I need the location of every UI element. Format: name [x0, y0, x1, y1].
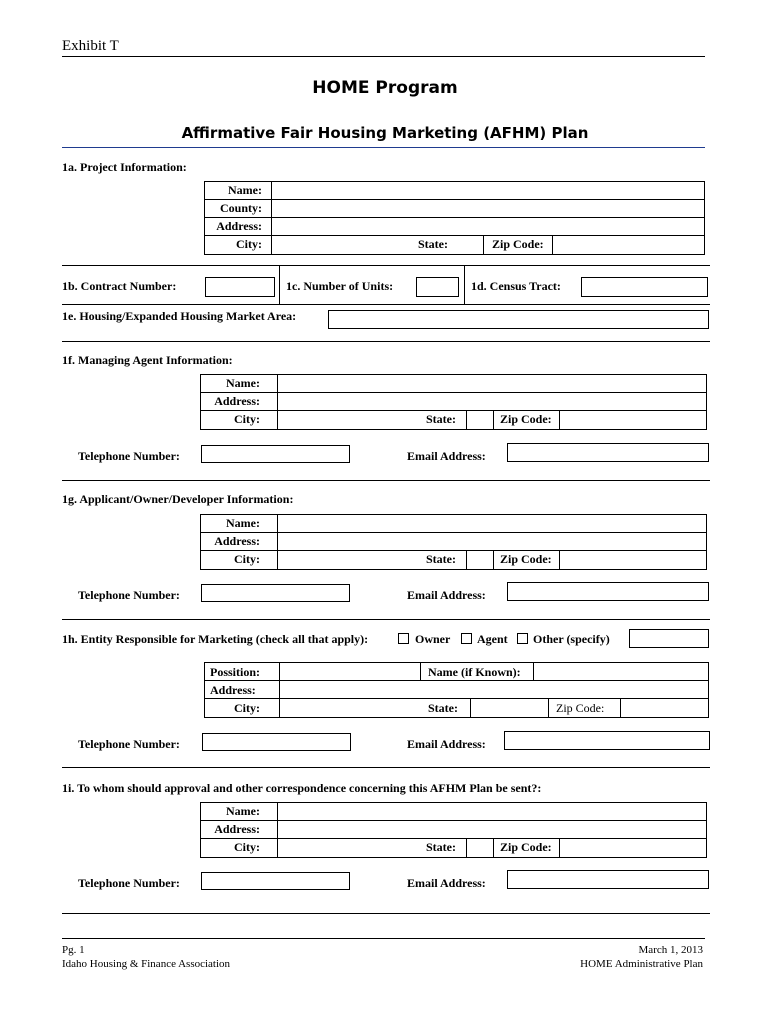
label-census-tract: 1d. Census Tract: — [471, 279, 561, 293]
label-contact-state: State: — [426, 840, 456, 854]
footer-org: Idaho Housing & Finance Association — [62, 958, 231, 970]
owner-checkbox[interactable] — [398, 633, 409, 644]
agent-email-field[interactable] — [507, 443, 709, 462]
exhibit-label: Exhibit T — [62, 38, 119, 54]
label-contact-phone: Telephone Number: — [78, 876, 180, 890]
contract-number-field[interactable] — [205, 277, 275, 297]
title-underline — [62, 147, 705, 148]
owner-label: Owner — [415, 632, 451, 646]
label-applicant-address: Address: — [214, 534, 260, 548]
label-applicant-email: Email Address: — [407, 588, 486, 602]
section-1a-heading: 1a. Project Information: — [62, 160, 187, 174]
label-contact-address: Address: — [214, 822, 260, 836]
label-project-county: County: — [219, 201, 262, 215]
label-agent-phone: Telephone Number: — [78, 449, 180, 463]
census-tract-field[interactable] — [581, 277, 708, 297]
footer-date: March 1, 2013 — [638, 944, 703, 956]
label-project-name: Name: — [228, 183, 262, 197]
footer-plan: HOME Administrative Plan — [580, 958, 703, 970]
project-info-grid[interactable] — [204, 181, 705, 255]
label-marketing-zip: Zip Code: — [556, 701, 605, 715]
agent-phone-field[interactable] — [201, 445, 350, 463]
applicant-phone-field[interactable] — [201, 584, 350, 602]
label-marketing-state: State: — [428, 701, 458, 715]
label-applicant-city: City: — [234, 552, 260, 566]
label-contact-zip: Zip Code: — [500, 840, 552, 854]
applicant-email-field[interactable] — [507, 582, 709, 601]
label-project-zip: Zip Code: — [492, 237, 544, 251]
contact-phone-field[interactable] — [201, 872, 350, 890]
other-label: Other (specify) — [533, 632, 610, 646]
agent-checkbox[interactable] — [461, 633, 472, 644]
section-1h-heading: 1h. Entity Responsible for Marketing (check all that apply): — [62, 632, 369, 646]
section-1f-heading: 1f. Managing Agent Information: — [62, 353, 233, 367]
label-agent-address: Address: — [214, 394, 260, 408]
label-market-area: 1e. Housing/Expanded Housing Market Area: — [62, 309, 297, 323]
marketing-phone-field[interactable] — [202, 733, 351, 751]
footer-page: Pg. 1 — [62, 944, 85, 956]
program-title: HOME Program — [312, 78, 458, 98]
label-marketing-name-known: Name (if Known): — [428, 665, 521, 679]
footer-divider — [62, 938, 705, 939]
label-agent-city: City: — [234, 412, 260, 426]
label-applicant-zip: Zip Code: — [500, 552, 552, 566]
contact-email-field[interactable] — [507, 870, 709, 889]
section-1g-heading: 1g. Applicant/Owner/Developer Information: — [62, 492, 294, 506]
label-contact-city: City: — [234, 840, 260, 854]
other-specify-field[interactable] — [629, 629, 709, 648]
label-number-of-units: 1c. Number of Units: — [286, 279, 394, 293]
agent-label: Agent — [477, 632, 508, 646]
marketing-email-field[interactable] — [504, 731, 710, 750]
label-contract-number: 1b. Contract Number: — [62, 279, 177, 293]
number-of-units-field[interactable] — [416, 277, 459, 297]
label-agent-zip: Zip Code: — [500, 412, 552, 426]
label-project-city: City: — [236, 237, 262, 251]
label-agent-email: Email Address: — [407, 449, 486, 463]
label-project-address: Address: — [216, 219, 262, 233]
header-divider — [62, 56, 705, 57]
label-marketing-position: Possition: — [210, 665, 261, 679]
label-marketing-address: Address: — [210, 683, 256, 697]
label-applicant-name: Name: — [226, 516, 260, 530]
label-applicant-state: State: — [426, 552, 456, 566]
label-agent-state: State: — [426, 412, 456, 426]
label-project-state: State: — [418, 237, 448, 251]
other-checkbox[interactable] — [517, 633, 528, 644]
label-contact-email: Email Address: — [407, 876, 486, 890]
label-agent-name: Name: — [226, 376, 260, 390]
label-marketing-city: City: — [234, 701, 260, 715]
plan-title: Affirmative Fair Housing Marketing (AFHM) Plan — [181, 124, 589, 142]
label-marketing-phone: Telephone Number: — [78, 737, 180, 751]
label-contact-name: Name: — [226, 804, 260, 818]
market-area-field[interactable] — [328, 310, 709, 329]
section-1i-heading: 1i. To whom should approval and other correspondence concerning this AFHM Plan be sent?: — [62, 781, 542, 795]
label-marketing-email: Email Address: — [407, 737, 486, 751]
label-applicant-phone: Telephone Number: — [78, 588, 180, 602]
